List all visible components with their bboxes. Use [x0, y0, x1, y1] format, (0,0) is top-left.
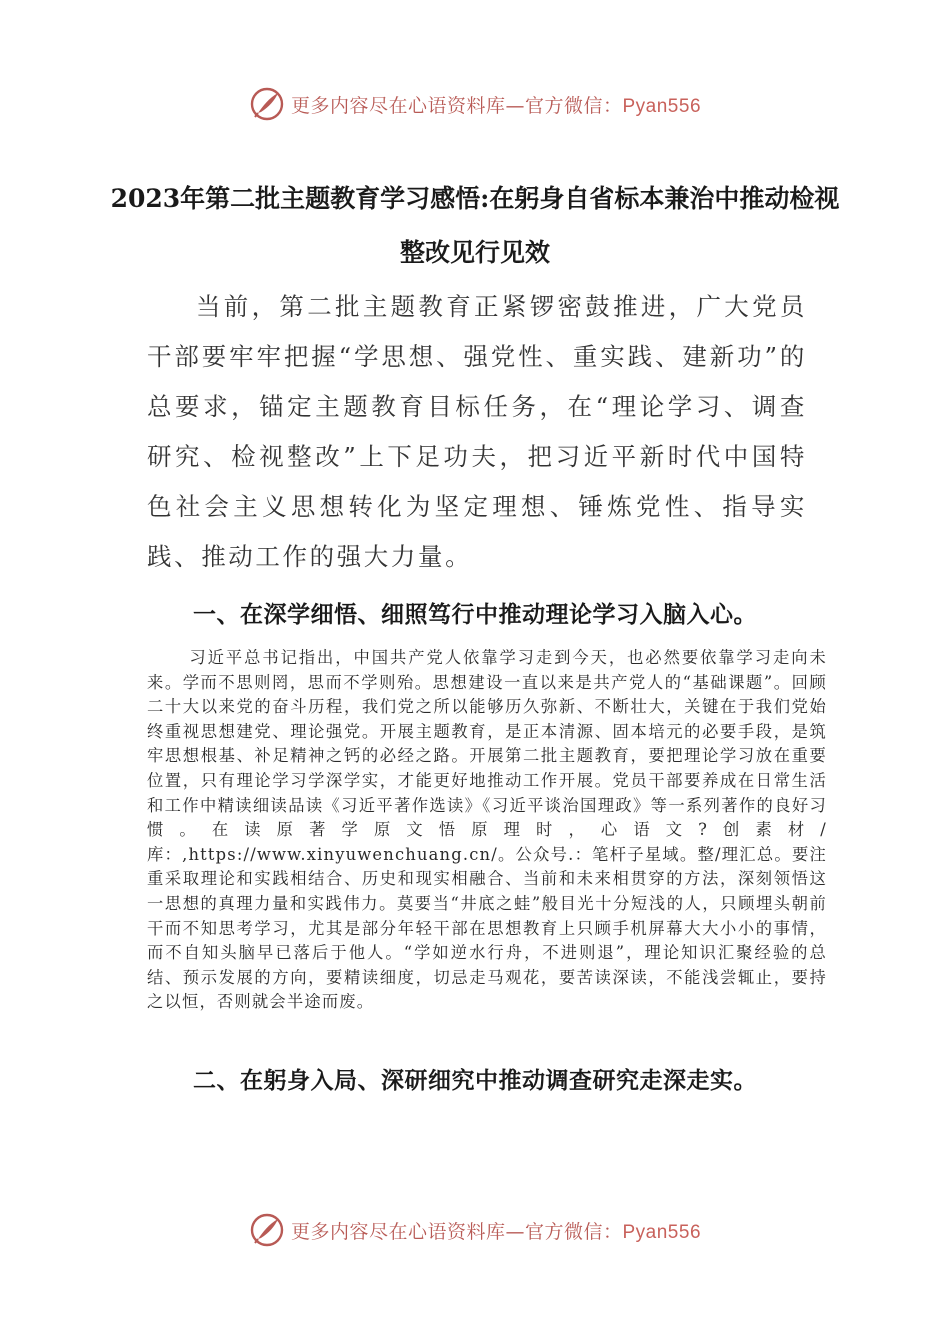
intro-paragraph: 当前，第二批主题教育正紧锣密鼓推进，广大党员干部要牢牢把握“学思想、强党性、重实践、建新功”的总要求，锚定主题教育目标任务，在“理论学习、调查研究、检视整改”上下足功夫，把习近平新时代中国特色社会主义思想转化为坚定理想、锤炼党性、指导实践、推动工作的强大力量。 [147, 292, 807, 571]
watermark-wechat-id: Pyan556 [622, 95, 702, 117]
quill-logo-icon [249, 1212, 285, 1248]
watermark-text: 更多内容尽在心语资料库—官方微信：Pyan556 [290, 1220, 702, 1243]
quill-logo-icon [249, 86, 285, 122]
watermark-wechat-id: Pyan556 [622, 1221, 702, 1243]
section-1-body: 习近平总书记指出，中国共产党人依靠学习走到今天，也必然要依靠学习走向未来。学而不思则罔，思而不学则殆。思想建设一直以来是共产党人的“基础课题”。回顾二十大以来党的奋斗历程，我们党之所以能够历久弥新、不断壮大，关键在于我们党始终重视思想建党、理论强党。开展主题教育，是正本清源、固本培元的必要手段，是筑牢思想根基、补足精神之钙的必经之路。开展第二批主题教育，要把理论学习放在重要位置，只有理论学习学深学实，才能更好地推动工作开展。党员干部要养成在日常生活和工作中精读细读品读《习近平著作选读》《习近平谈治国理政》等一系列著作的良好习惯。在读原著学原文悟原理时，心语文?创素材/库：,https://www.xinyuwenchuang.cn/。公众号.：笔杆子星域。整/理汇总。要注重采取理论和实践相结合、历史和现实相融合、当前和未来相贯穿的方法，深刻领悟这一思想的真理力量和实践伟力。莫要当“井底之蛙”般目光十分短浅的人，只顾埋头朝前干而不知思考学习，尤其是部分年轻干部在思想教育上只顾手机屏幕大大小小的事情，而不自知头脑早已落后于他人。“学如逆水行舟，不进则退”，理论知识汇聚经验的总结、预示发展的方向，要精读细度，切忌走马观花，要苦读深读，不能浅尝辄止，要持之以恒，否则就会半途而废。 [147, 648, 827, 1012]
watermark-text: 更多内容尽在心语资料库—官方微信：Pyan556 [290, 94, 702, 117]
header-watermark [0, 84, 950, 124]
footer-watermark [0, 1210, 950, 1250]
section-2-heading: 二、在躬身入局、深研细究中推动调查研究走深走实。 [193, 1067, 757, 1094]
document-title: 2023年第二批主题教育学习感悟:在躬身自省标本兼治中推动检视整改见行见效 [110, 184, 840, 267]
section-1-heading: 一、在深学细悟、细照笃行中推动理论学习入脑入心。 [193, 601, 757, 628]
